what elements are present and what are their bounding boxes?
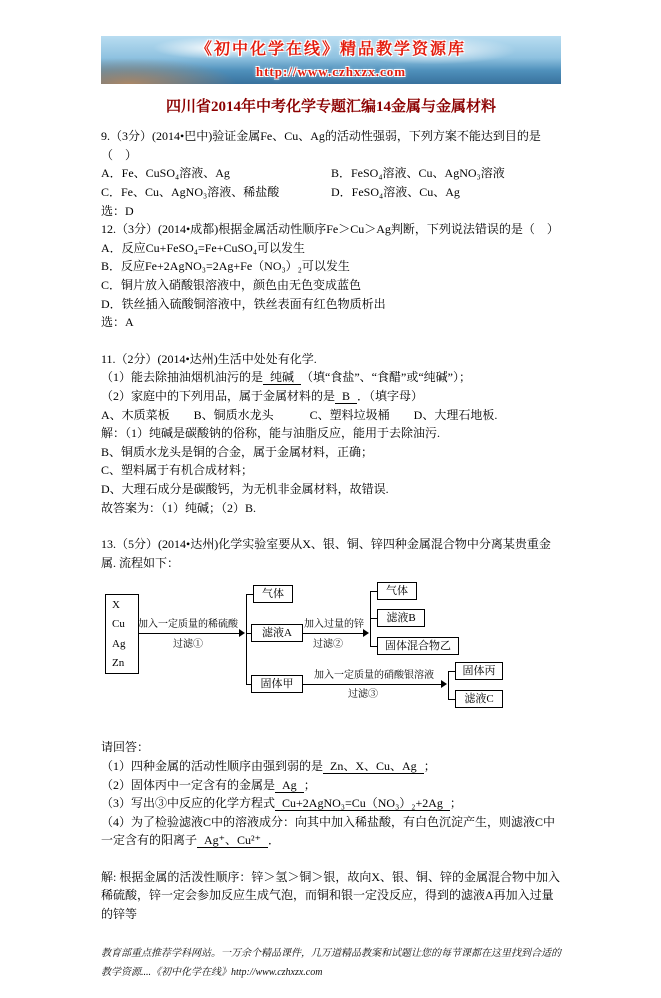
spacer — [101, 517, 561, 535]
question-12 — [101, 220, 561, 332]
flow-connector-line — [448, 699, 455, 700]
q11-explanation-1: 解：（1）纯碱是碳酸钠的俗称，能与油脂反应，能用于去除油污. — [101, 426, 441, 441]
q13-solution: 解: 根据金属的活泼性顺序：锌＞氢＞铜＞银，故向X、银、铜、锌的金属混合物中加入稀硫酸，锌一定会参加反应生成气泡，而铜和银一定没反应，得到的滤液A再加入过量的锌等 — [101, 869, 561, 922]
q13-item4-end: ． — [267, 833, 280, 848]
banner-url: http://www.czhxzx.com — [255, 64, 407, 80]
flow-connector-line — [370, 591, 377, 592]
q9-option-b: B．FeSO₄溶液、Cu、AgNO₃溶液 — [331, 166, 505, 181]
flow-arrow1-line — [139, 633, 239, 634]
q13-item1-text: （1）四种金属的活动性顺序由强到弱的是 — [101, 758, 324, 773]
spacer — [101, 332, 561, 350]
page-title: 四川省2014年中考化学专题汇编14金属与金属材料 — [165, 99, 496, 115]
flow-connector-line — [370, 618, 377, 619]
spacer — [101, 850, 561, 868]
q11-explanation-b: B、铜质水龙头是铜的合金，属于金属材料，正确； — [101, 444, 374, 459]
q13-item2 — [101, 776, 561, 795]
footer-link[interactable]: http://www.czhxzx.com — [231, 966, 323, 978]
flow-box-filtrate-b: 滤液B — [377, 609, 425, 627]
question-11 — [101, 350, 561, 517]
q12-answer: 选：A — [101, 315, 134, 330]
q9-stem: 9.（3分）(2014•巴中)验证金属Fe、Cu、Ag的活动性强弱，下列方案不能达到目的是（ ） — [101, 129, 541, 162]
flow-connector-line — [370, 646, 377, 647]
flow-box-gas-2: 气体 — [377, 582, 417, 600]
q13-item1-end: ； — [423, 758, 436, 773]
flow-step3-filter-label: 过滤③ — [348, 689, 378, 701]
q9-options-row1 — [101, 164, 561, 183]
q11-item2-answer: B — [335, 389, 357, 404]
flow-step1-filter-label: 过滤① — [173, 639, 203, 651]
q13-item2-text: （2）固体丙中一定含有的金属是 — [101, 777, 276, 792]
flow-box-gas-1: 气体 — [253, 585, 293, 603]
flow-box-filtrate-a: 滤液A — [251, 624, 303, 642]
flow-box-solid-bing: 固体丙 — [455, 662, 503, 680]
q12-option-b: B．反应Fe+2AgNO₃=2Ag+Fe（NO₃）₂可以发生 — [101, 259, 350, 274]
question-9 — [101, 127, 561, 220]
q9-option-a: A．Fe、CuSO₄溶液、Ag — [101, 166, 230, 181]
q11-choices: A、木质菜板 B、铜质水龙头 C、塑料垃圾桶 D、大理石地板. — [101, 407, 498, 422]
footer-text: 教育部重点推荐学科网站。一万余个精品课件，几万道精品教案和试题让您的每节课都在这里找到合适的教学资源....《初中化学在线》 — [101, 947, 561, 978]
q12-option-a: A．反应Cu+FeSO₄=Fe+CuSO₄可以发生 — [101, 240, 306, 255]
q9-options-row2 — [101, 183, 561, 202]
flow-box-filtrate-c: 滤液C — [455, 690, 503, 708]
q13-flowchart — [101, 578, 571, 718]
metal-ag-label: Ag — [112, 637, 126, 650]
q11-stem: 11.（2分）(2014•达州)生活中处处有化学. — [101, 351, 317, 366]
q12-option-d: D．铁丝插入硫酸铜溶液中，铁丝表面有红色物质析出 — [101, 296, 386, 311]
flow-branch1-line — [246, 594, 247, 684]
q11-explanation-c: C、塑料属于有机合成材料； — [101, 463, 254, 478]
page-footer — [101, 944, 561, 982]
flow-box-solid-mixture-yi: 固体混合物乙 — [377, 637, 459, 655]
banner-title: 《初中化学在线》精品教学资源库 — [195, 40, 466, 58]
spacer — [101, 720, 561, 738]
q12-option-c: C．铜片放入硝酸银溶液中，颜色由无色变成蓝色 — [101, 278, 362, 292]
q11-item1-text: （1）能去除抽油烟机油污的是 — [101, 370, 264, 385]
q13-item1 — [101, 757, 561, 776]
q9-option-c: C．Fe、Cu、AgNO₃溶液、稀盐酸 — [101, 185, 280, 200]
q11-item1-hint: （填“食盐”、“食醋”或“纯碱”）； — [301, 370, 471, 385]
q13-item2-end: ； — [303, 777, 316, 792]
q13-item1-answer: Zn、X、Cu、Ag — [323, 759, 424, 774]
q13-item3-text: （3）写出③中反应的化学方程式 — [101, 796, 276, 811]
flow-arrow2-line — [303, 633, 363, 634]
q11-item2 — [101, 387, 561, 406]
q11-conclusion: 故答案为：（1）纯碱；（2）B. — [101, 500, 257, 515]
flow-step2-filter-label: 过滤② — [313, 639, 343, 651]
flow-connector-line — [448, 671, 455, 672]
q11-item2-hint: ．（填字母） — [357, 388, 424, 403]
q9-answer: 选：D — [101, 203, 134, 218]
q11-item1 — [101, 368, 561, 387]
q13-item3 — [101, 794, 561, 813]
flow-box-metal-mixture — [105, 594, 139, 674]
q9-option-d: D．FeSO₄溶液、Cu、Ag — [331, 185, 460, 200]
metal-cu-label: Cu — [112, 618, 125, 631]
question-13 — [101, 535, 561, 924]
q11-explanation-d: D、大理石成分是碳酸钙，为无机非金属材料，故错误. — [101, 481, 389, 496]
flow-connector-line — [246, 594, 253, 595]
q13-item2-answer: Ag — [275, 778, 304, 793]
metal-x-label: X — [112, 598, 120, 611]
flow-arrow3-line — [303, 684, 441, 685]
q13-ask: 请回答： — [101, 740, 150, 755]
q13-item4-text: （4）为了检验滤液C中的溶液成分：向其中加入稀盐酸，有白色沉淀产生，则滤液C中一定含有的阳离子 — [101, 814, 556, 848]
q13-item3-answer: Cu+2AgNO₃=Cu（NO₃）₂+2Ag — [275, 796, 450, 811]
flow-step3-label: 加入一定质量的硝酸银溶液 — [314, 670, 434, 682]
banner-image — [101, 36, 561, 84]
q13-item4 — [101, 813, 561, 850]
flow-box-solid-jia: 固体甲 — [251, 675, 303, 693]
flow-step1-label: 加入一定质量的稀硫酸 — [138, 619, 238, 631]
q13-stem: 13.（5分）(2014•达州)化学实验室要从X、银、铜、锌四种金属混合物中分离某贵重金属. 流程如下： — [101, 537, 551, 570]
q12-stem: 12.（3分）(2014•成都)根据金属活动性顺序Fe＞Cu＞Ag判断，下列说法错误的是（ ） — [101, 222, 559, 237]
metal-zn-label: Zn — [112, 657, 125, 670]
q13-item3-end: ； — [449, 796, 462, 811]
flow-step2-label: 加入过量的锌 — [304, 619, 364, 631]
q11-item1-answer: 纯碱 — [263, 370, 301, 385]
q11-item2-text: （2）家庭中的下列用品，属于金属材料的是 — [101, 388, 336, 403]
flow-branch3-line — [448, 671, 449, 699]
q13-item4-answer: Ag⁺、Cu²⁺ — [197, 833, 268, 848]
